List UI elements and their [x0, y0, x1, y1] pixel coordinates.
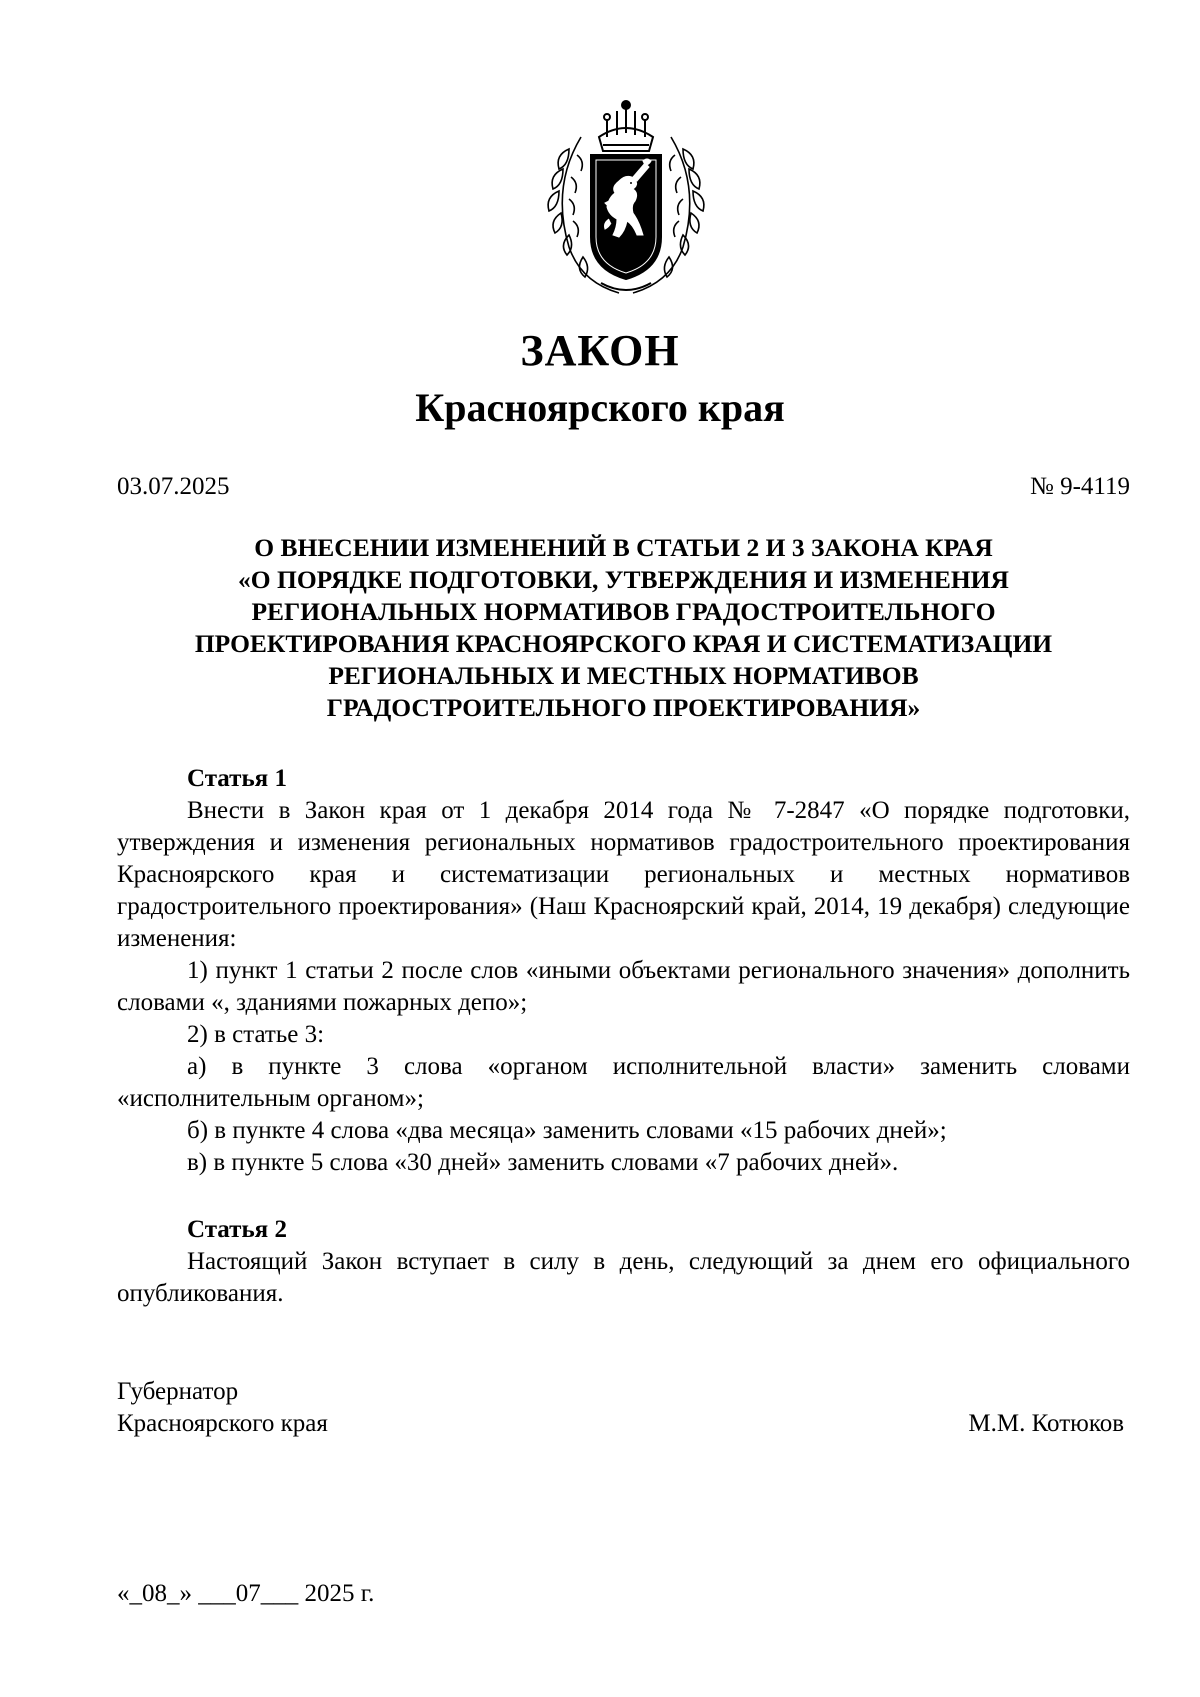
article-paragraph: а) в пункте 3 слова «органом исполнительной власти» заменить словами «исполнительным органом»; [117, 1053, 1130, 1112]
article-paragraph: Внести в Закон края от 1 декабря 2014 года № 7-2847 «О порядке подготовки, утверждения и изменения региональных нормативов градостроительного проектирования Красноярского края и систематизации региональных и местных нормативов градостроительного проектирования» (Наш Красноярский край, 2014, 19 декабря) следующие изменения: [117, 797, 1130, 952]
law-title-line: РЕГИОНАЛЬНЫХ НОРМАТИВОВ ГРАДОСТРОИТЕЛЬНОГО [251, 597, 996, 626]
law-title [117, 532, 1130, 724]
article-1-body [117, 795, 1130, 1179]
law-title-line: О ВНЕСЕНИИ ИЗМЕНЕНИЙ В СТАТЬИ 2 И 3 ЗАКОНА КРАЯ [254, 533, 993, 562]
signature-block [117, 1376, 1130, 1440]
krasnoyarsk-coat-of-arms-icon [541, 97, 711, 300]
document-meta [117, 472, 1130, 502]
article-paragraph: в) в пункте 5 слова «30 дней» заменить словами «7 рабочих дней». [187, 1149, 899, 1176]
law-title-line: «О ПОРЯДКЕ ПОДГОТОВКИ, УТВЕРЖДЕНИЯ И ИЗМЕНЕНИЯ [238, 565, 1009, 594]
article-paragraph: 2) в статье 3: [187, 1021, 325, 1048]
article-paragraph: б) в пункте 4 слова «два месяца» заменить словами «15 рабочих дней»; [187, 1117, 947, 1144]
signatory-name: М.М. Котюков [968, 1410, 1124, 1437]
document-date: 03.07.2025 [117, 473, 230, 500]
signatory-position-line: Красноярского края [117, 1410, 328, 1437]
article-paragraph: Настоящий Закон вступает в силу в день, следующий за днем его официального опубликования. [117, 1248, 1130, 1307]
document-subtitle-region: Красноярского края [415, 385, 785, 430]
article-paragraph: 1) пункт 1 статьи 2 после слов «иными объектами регионального значения» дополнить словами «, зданиями пожарных депо»; [117, 957, 1130, 1016]
article-1-heading: Статья 1 [187, 765, 287, 792]
article-2-heading: Статья 2 [187, 1216, 287, 1243]
signing-date: «_08_» ___07___ 2025 г. [117, 1580, 375, 1607]
law-title-line: РЕГИОНАЛЬНЫХ И МЕСТНЫХ НОРМАТИВОВ [328, 661, 919, 690]
law-title-line: ПРОЕКТИРОВАНИЯ КРАСНОЯРСКОГО КРАЯ И СИСТЕМАТИЗАЦИИ [194, 629, 1053, 658]
signatory-position-line: Губернатор [117, 1378, 239, 1405]
article-2-body [117, 1246, 1130, 1310]
document-title: ЗАКОН [520, 326, 680, 375]
law-title-line: ГРАДОСТРОИТЕЛЬНОГО ПРОЕКТИРОВАНИЯ» [326, 693, 921, 722]
document-number: № 9-4119 [1030, 473, 1130, 500]
